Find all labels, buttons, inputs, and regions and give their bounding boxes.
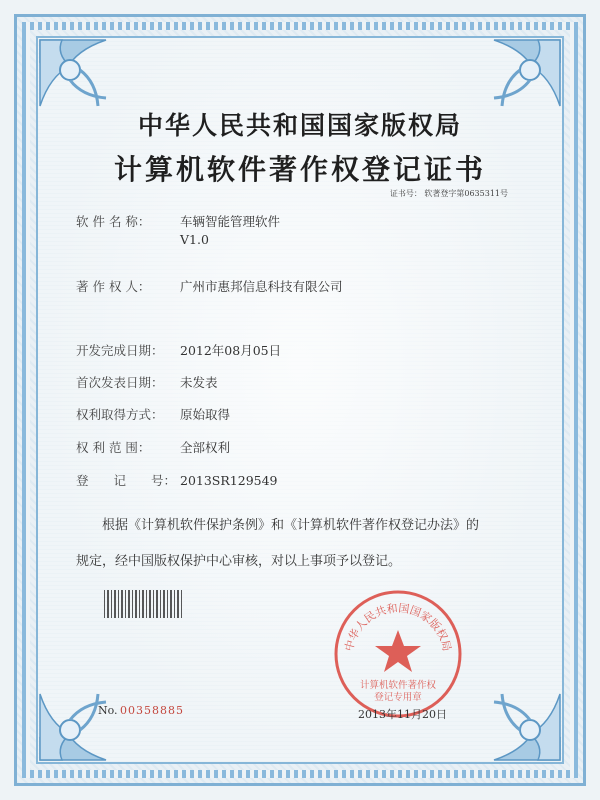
first-publication-label: 首次发表日期： xyxy=(76,375,164,390)
completion-date-value: 2012年08月05日 xyxy=(180,343,282,358)
scope-label: 权 利 范 围： xyxy=(76,440,151,455)
acquisition-row xyxy=(76,405,230,423)
barcode-icon xyxy=(104,590,184,618)
certificate-number: 证书号： 软著登字第0635311号 xyxy=(389,189,508,198)
software-name-label: 软 件 名 称： xyxy=(76,214,151,229)
first-publication-row xyxy=(76,373,218,391)
registration-label: 登 记 号： xyxy=(76,473,177,488)
owner-value: 广州市惠邦信息科技有限公司 xyxy=(180,279,343,294)
serial-number: 00358885 xyxy=(120,704,184,717)
completion-date-label: 开发完成日期： xyxy=(76,343,164,358)
registration-value: 2013SR129549 xyxy=(180,473,278,488)
first-publication-value: 未发表 xyxy=(180,375,218,390)
registration-row xyxy=(76,471,278,489)
software-version: V1.0 xyxy=(180,232,209,247)
software-name-value: 车辆智能管理软件 xyxy=(180,214,281,229)
seal-ring-text: 中华人民共和国国家版权局 xyxy=(342,601,454,653)
seal-inner-line-1: 计算机软件著作权 xyxy=(359,680,437,691)
certificate-title: 计算机软件著作权登记证书 xyxy=(113,153,486,186)
acquisition-label: 权利取得方式： xyxy=(76,407,164,422)
completion-date-row xyxy=(76,341,281,359)
corner-ornament-icon xyxy=(454,654,564,764)
issuer-title: 中华人民共和国国家版权局 xyxy=(137,111,462,140)
owner-row xyxy=(76,277,343,295)
acquisition-value: 原始取得 xyxy=(180,407,231,422)
official-seal xyxy=(332,588,464,720)
seal-inner-line-2: 登记专用章 xyxy=(374,692,422,703)
serial-label: No. xyxy=(98,704,118,717)
statement-line-2: 规定，经中国版权保护中心审核，对以上事项予以登记。 xyxy=(76,554,402,569)
owner-label: 著 作 权 人： xyxy=(76,279,151,294)
statement-line-1: 根据《计算机软件保护条例》和《计算机软件著作权登记办法》的 xyxy=(76,518,480,533)
scope-row xyxy=(76,438,230,456)
seal-star-icon xyxy=(375,630,421,672)
scope-value: 全部权利 xyxy=(180,440,231,455)
issue-date: 2013年11月20日 xyxy=(358,708,447,721)
software-name-row xyxy=(76,212,280,230)
